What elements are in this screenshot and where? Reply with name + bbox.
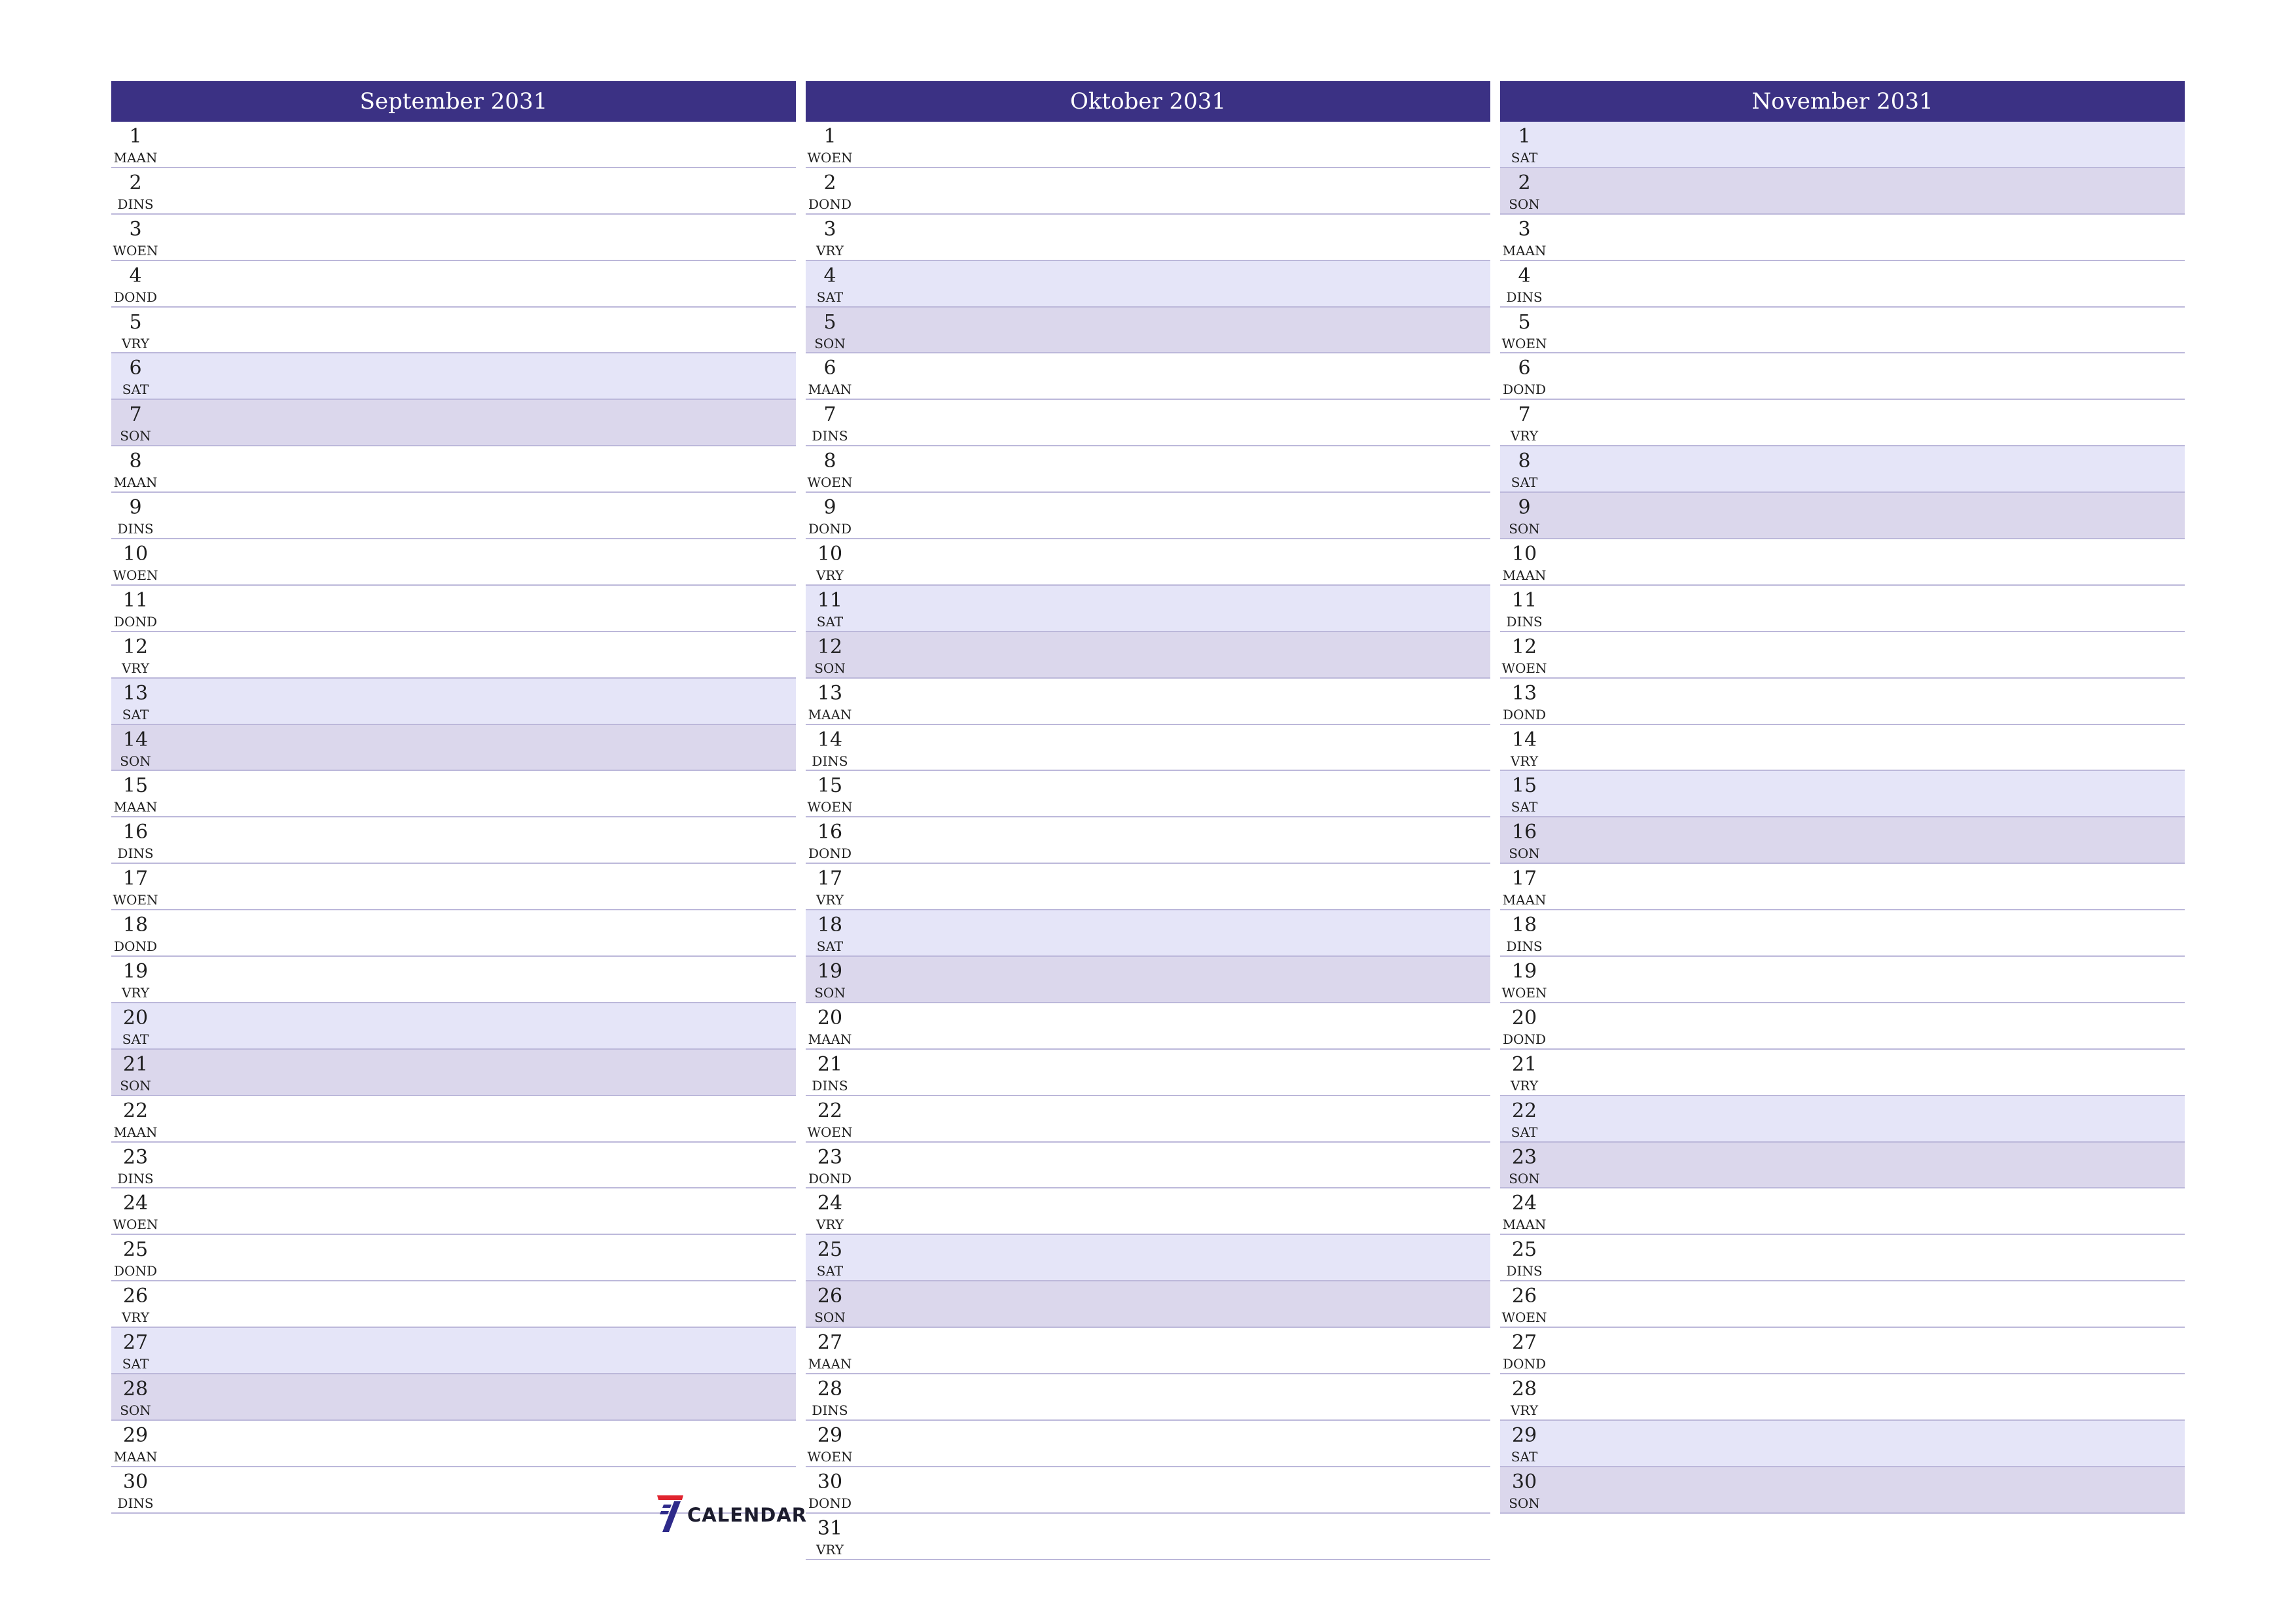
weekday-label: DOND bbox=[808, 521, 852, 537]
day-row bbox=[806, 493, 1490, 539]
day-row bbox=[1500, 817, 2185, 864]
day-number: 11 bbox=[122, 588, 149, 612]
day-number: 14 bbox=[817, 728, 843, 751]
weekday-label: DOND bbox=[1503, 1031, 1546, 1047]
weekday-label: DOND bbox=[808, 196, 852, 212]
day-number: 11 bbox=[1511, 588, 1537, 612]
day-number: 18 bbox=[817, 914, 843, 937]
weekday-label: SAT bbox=[122, 706, 149, 722]
day-row bbox=[111, 308, 796, 354]
brand-name: CALENDAR bbox=[687, 1504, 808, 1526]
day-number: 18 bbox=[122, 914, 149, 937]
day-row bbox=[806, 725, 1490, 772]
day-row bbox=[806, 1421, 1490, 1467]
weekday-label: WOEN bbox=[807, 1124, 853, 1140]
weekday-label: SAT bbox=[816, 1263, 844, 1279]
day-list bbox=[806, 122, 1490, 1560]
day-number: 25 bbox=[817, 1238, 843, 1262]
day-number: 13 bbox=[122, 681, 149, 705]
weekday-label: SON bbox=[1509, 846, 1540, 862]
weekday-label: SON bbox=[814, 985, 846, 1001]
day-row bbox=[111, 586, 796, 632]
month-title: September 2031 bbox=[111, 81, 796, 122]
day-row bbox=[806, 1328, 1490, 1374]
day-row bbox=[1500, 957, 2185, 1003]
day-number: 3 bbox=[1518, 217, 1531, 241]
day-row bbox=[1500, 771, 2185, 817]
day-row bbox=[111, 771, 796, 817]
day-number: 15 bbox=[817, 774, 843, 798]
day-row bbox=[806, 539, 1490, 586]
month-september bbox=[111, 81, 796, 1514]
weekday-label: VRY bbox=[816, 1541, 844, 1558]
weekday-label: SAT bbox=[816, 289, 844, 305]
day-number: 12 bbox=[817, 635, 843, 658]
day-row bbox=[806, 957, 1490, 1003]
day-row bbox=[1500, 122, 2185, 168]
weekday-label: WOEN bbox=[113, 1217, 158, 1233]
weekday-label: DINS bbox=[812, 1077, 848, 1094]
day-number: 2 bbox=[823, 171, 836, 194]
day-row bbox=[1500, 1281, 2185, 1328]
day-number: 22 bbox=[1511, 1099, 1537, 1122]
day-number: 28 bbox=[817, 1378, 843, 1401]
day-number: 16 bbox=[1511, 821, 1537, 844]
day-row bbox=[1500, 864, 2185, 910]
weekday-label: WOEN bbox=[807, 474, 853, 491]
day-number: 7 bbox=[823, 403, 836, 427]
weekday-label: SAT bbox=[1511, 1448, 1538, 1465]
day-row bbox=[1500, 215, 2185, 261]
weekday-label: DINS bbox=[117, 196, 154, 212]
day-row bbox=[111, 122, 796, 168]
day-number: 30 bbox=[817, 1470, 843, 1493]
day-row bbox=[111, 261, 796, 308]
day-number: 5 bbox=[129, 310, 142, 334]
weekday-label: WOEN bbox=[1501, 985, 1547, 1001]
weekday-label: DOND bbox=[1503, 382, 1546, 398]
weekday-label: VRY bbox=[816, 892, 844, 908]
day-row bbox=[111, 1096, 796, 1143]
day-number: 2 bbox=[1518, 171, 1531, 194]
day-row bbox=[111, 725, 796, 772]
day-number: 9 bbox=[129, 496, 142, 520]
day-number: 26 bbox=[817, 1285, 843, 1308]
day-row bbox=[806, 1514, 1490, 1560]
weekday-label: SAT bbox=[1511, 1124, 1538, 1140]
weekday-label: WOEN bbox=[113, 242, 158, 259]
day-row bbox=[806, 215, 1490, 261]
day-number: 5 bbox=[823, 310, 836, 334]
day-number: 15 bbox=[1511, 774, 1537, 798]
day-row bbox=[806, 261, 1490, 308]
weekday-label: WOEN bbox=[113, 567, 158, 584]
weekday-label: DOND bbox=[808, 846, 852, 862]
weekday-label: SON bbox=[1509, 1170, 1540, 1186]
day-row bbox=[806, 1235, 1490, 1281]
day-row bbox=[111, 215, 796, 261]
day-row bbox=[1500, 493, 2185, 539]
day-number: 19 bbox=[122, 960, 149, 984]
day-number: 24 bbox=[817, 1192, 843, 1215]
day-number: 16 bbox=[122, 821, 149, 844]
day-row bbox=[111, 1050, 796, 1096]
day-row bbox=[806, 400, 1490, 446]
weekday-label: DINS bbox=[1506, 938, 1543, 955]
day-row bbox=[111, 168, 796, 215]
day-row bbox=[806, 308, 1490, 354]
weekday-label: MAAN bbox=[1502, 567, 1547, 584]
weekday-label: DOND bbox=[1503, 706, 1546, 722]
day-row bbox=[111, 539, 796, 586]
weekday-label: SON bbox=[814, 660, 846, 676]
day-number: 29 bbox=[1511, 1423, 1537, 1447]
weekday-label: WOEN bbox=[1501, 660, 1547, 676]
day-number: 4 bbox=[1518, 264, 1531, 287]
weekday-label: MAAN bbox=[1502, 242, 1547, 259]
day-row bbox=[1500, 261, 2185, 308]
day-number: 9 bbox=[1518, 496, 1531, 520]
weekday-label: MAAN bbox=[113, 150, 158, 166]
weekday-label: DINS bbox=[812, 428, 848, 444]
weekday-label: DINS bbox=[117, 1495, 154, 1511]
day-number: 27 bbox=[122, 1331, 149, 1355]
weekday-label: MAAN bbox=[113, 1448, 158, 1465]
weekday-label: MAAN bbox=[113, 1124, 158, 1140]
day-number: 6 bbox=[129, 357, 142, 380]
day-number: 23 bbox=[817, 1145, 843, 1169]
day-row bbox=[111, 353, 796, 400]
weekday-label: SAT bbox=[816, 938, 844, 955]
day-number: 8 bbox=[823, 450, 836, 473]
day-number: 26 bbox=[1511, 1285, 1537, 1308]
day-list bbox=[1500, 122, 2185, 1514]
month-october bbox=[806, 81, 1490, 1560]
day-row bbox=[1500, 168, 2185, 215]
day-row bbox=[111, 493, 796, 539]
weekday-label: DOND bbox=[808, 1170, 852, 1186]
weekday-label: SAT bbox=[1511, 474, 1538, 491]
weekday-label: MAAN bbox=[113, 799, 158, 815]
weekday-label: VRY bbox=[121, 335, 150, 351]
weekday-label: DOND bbox=[808, 1495, 852, 1511]
day-row bbox=[111, 400, 796, 446]
weekday-label: VRY bbox=[1510, 1077, 1539, 1094]
weekday-label: VRY bbox=[121, 985, 150, 1001]
weekday-label: SAT bbox=[1511, 150, 1538, 166]
day-row bbox=[1500, 1050, 2185, 1096]
weekday-label: WOEN bbox=[807, 150, 853, 166]
weekday-label: MAAN bbox=[808, 382, 852, 398]
weekday-label: VRY bbox=[816, 1217, 844, 1233]
weekday-label: SON bbox=[120, 753, 151, 769]
day-number: 24 bbox=[1511, 1192, 1537, 1215]
weekday-label: SON bbox=[120, 1402, 151, 1419]
day-row bbox=[1500, 353, 2185, 400]
weekday-label: SON bbox=[120, 428, 151, 444]
day-number: 27 bbox=[817, 1331, 843, 1355]
weekday-label: DINS bbox=[812, 1402, 848, 1419]
day-row bbox=[111, 1003, 796, 1050]
brand-logo bbox=[655, 1495, 808, 1535]
weekday-label: VRY bbox=[1510, 1402, 1539, 1419]
day-number: 8 bbox=[1518, 450, 1531, 473]
weekday-label: DINS bbox=[812, 753, 848, 769]
day-row bbox=[806, 1188, 1490, 1235]
month-title: November 2031 bbox=[1500, 81, 2185, 122]
day-number: 28 bbox=[122, 1378, 149, 1401]
weekday-label: WOEN bbox=[1501, 335, 1547, 351]
weekday-label: DOND bbox=[114, 289, 157, 305]
day-number: 28 bbox=[1511, 1378, 1537, 1401]
day-number: 21 bbox=[122, 1052, 149, 1076]
weekday-label: SAT bbox=[1511, 799, 1538, 815]
weekday-label: SON bbox=[120, 1077, 151, 1094]
day-number: 1 bbox=[1518, 125, 1531, 148]
day-number: 20 bbox=[122, 1006, 149, 1029]
day-row bbox=[111, 1143, 796, 1189]
day-number: 20 bbox=[1511, 1006, 1537, 1029]
weekday-label: VRY bbox=[1510, 753, 1539, 769]
weekday-label: SAT bbox=[122, 1031, 149, 1047]
weekday-label: SAT bbox=[122, 1356, 149, 1372]
day-row bbox=[111, 446, 796, 493]
day-number: 19 bbox=[817, 960, 843, 984]
month-title: Oktober 2031 bbox=[806, 81, 1490, 122]
weekday-label: MAAN bbox=[808, 706, 852, 722]
weekday-label: VRY bbox=[121, 660, 150, 676]
day-number: 6 bbox=[823, 357, 836, 380]
day-number: 17 bbox=[1511, 867, 1537, 891]
day-row bbox=[806, 446, 1490, 493]
day-number: 11 bbox=[817, 588, 843, 612]
weekday-label: WOEN bbox=[807, 799, 853, 815]
day-row bbox=[111, 1328, 796, 1374]
day-row bbox=[1500, 1143, 2185, 1189]
day-row bbox=[806, 864, 1490, 910]
day-number: 19 bbox=[1511, 960, 1537, 984]
day-row bbox=[111, 1421, 796, 1467]
day-row bbox=[806, 1143, 1490, 1189]
weekday-label: VRY bbox=[816, 567, 844, 584]
day-number: 24 bbox=[122, 1192, 149, 1215]
day-row bbox=[806, 168, 1490, 215]
day-number: 1 bbox=[823, 125, 836, 148]
day-row bbox=[806, 771, 1490, 817]
day-number: 12 bbox=[122, 635, 149, 658]
month-november bbox=[1500, 81, 2185, 1514]
day-row bbox=[1500, 1467, 2185, 1514]
day-row bbox=[111, 1374, 796, 1421]
day-row bbox=[111, 957, 796, 1003]
day-number: 1 bbox=[129, 125, 142, 148]
weekday-label: DINS bbox=[1506, 613, 1543, 630]
day-row bbox=[1500, 1328, 2185, 1374]
weekday-label: WOEN bbox=[807, 1448, 853, 1465]
day-number: 7 bbox=[1518, 403, 1531, 427]
day-number: 14 bbox=[1511, 728, 1537, 751]
day-row bbox=[111, 817, 796, 864]
weekday-label: SAT bbox=[816, 613, 844, 630]
day-number: 17 bbox=[817, 867, 843, 891]
weekday-label: DOND bbox=[114, 938, 157, 955]
day-row bbox=[1500, 1421, 2185, 1467]
day-row bbox=[806, 679, 1490, 725]
day-number: 18 bbox=[1511, 914, 1537, 937]
seven-logo-icon bbox=[655, 1495, 683, 1532]
day-number: 23 bbox=[122, 1145, 149, 1169]
day-number: 10 bbox=[817, 543, 843, 566]
day-row bbox=[1500, 679, 2185, 725]
weekday-label: MAAN bbox=[113, 474, 158, 491]
day-row bbox=[111, 632, 796, 679]
weekday-label: SON bbox=[1509, 521, 1540, 537]
weekday-label: MAAN bbox=[1502, 892, 1547, 908]
day-number: 21 bbox=[1511, 1052, 1537, 1076]
day-number: 13 bbox=[1511, 681, 1537, 705]
day-row bbox=[111, 910, 796, 957]
day-row bbox=[1500, 1188, 2185, 1235]
day-number: 7 bbox=[129, 403, 142, 427]
day-list bbox=[111, 122, 796, 1514]
weekday-label: SAT bbox=[122, 382, 149, 398]
weekday-label: SON bbox=[814, 1310, 846, 1326]
weekday-label: SON bbox=[1509, 196, 1540, 212]
day-number: 29 bbox=[122, 1423, 149, 1447]
day-row bbox=[1500, 446, 2185, 493]
day-row bbox=[806, 353, 1490, 400]
day-row bbox=[1500, 400, 2185, 446]
weekday-label: VRY bbox=[121, 1310, 150, 1326]
weekday-label: DOND bbox=[114, 1263, 157, 1279]
day-row bbox=[806, 586, 1490, 632]
day-row bbox=[806, 1374, 1490, 1421]
weekday-label: WOEN bbox=[113, 892, 158, 908]
weekday-label: VRY bbox=[1510, 428, 1539, 444]
day-row bbox=[111, 1281, 796, 1328]
weekday-label: DINS bbox=[1506, 289, 1543, 305]
day-number: 17 bbox=[122, 867, 149, 891]
day-row bbox=[1500, 632, 2185, 679]
day-number: 6 bbox=[1518, 357, 1531, 380]
day-number: 20 bbox=[817, 1006, 843, 1029]
weekday-label: MAAN bbox=[1502, 1217, 1547, 1233]
day-row bbox=[1500, 1235, 2185, 1281]
day-number: 13 bbox=[817, 681, 843, 705]
day-number: 5 bbox=[1518, 310, 1531, 334]
day-number: 10 bbox=[122, 543, 149, 566]
day-number: 26 bbox=[122, 1285, 149, 1308]
weekday-label: DINS bbox=[1506, 1263, 1543, 1279]
day-number: 4 bbox=[129, 264, 142, 287]
day-row bbox=[806, 1003, 1490, 1050]
day-row bbox=[1500, 539, 2185, 586]
day-row bbox=[1500, 1374, 2185, 1421]
day-row bbox=[111, 864, 796, 910]
day-row bbox=[806, 122, 1490, 168]
weekday-label: DINS bbox=[117, 846, 154, 862]
day-number: 31 bbox=[817, 1516, 843, 1540]
day-row bbox=[1500, 1003, 2185, 1050]
day-number: 30 bbox=[1511, 1470, 1537, 1493]
weekday-label: DOND bbox=[114, 613, 157, 630]
day-number: 15 bbox=[122, 774, 149, 798]
day-number: 25 bbox=[1511, 1238, 1537, 1262]
day-row bbox=[806, 632, 1490, 679]
weekday-label: DOND bbox=[1503, 1356, 1546, 1372]
day-number: 3 bbox=[129, 217, 142, 241]
weekday-label: VRY bbox=[816, 242, 844, 259]
day-row bbox=[1500, 1096, 2185, 1143]
day-number: 16 bbox=[817, 821, 843, 844]
day-number: 9 bbox=[823, 496, 836, 520]
day-row bbox=[111, 1188, 796, 1235]
weekday-label: DINS bbox=[117, 1170, 154, 1186]
day-row bbox=[806, 910, 1490, 957]
weekday-label: MAAN bbox=[808, 1356, 852, 1372]
weekday-label: SON bbox=[814, 335, 846, 351]
day-number: 2 bbox=[129, 171, 142, 194]
day-number: 22 bbox=[122, 1099, 149, 1122]
day-number: 23 bbox=[1511, 1145, 1537, 1169]
day-number: 25 bbox=[122, 1238, 149, 1262]
day-row bbox=[1500, 586, 2185, 632]
day-row bbox=[1500, 725, 2185, 772]
day-number: 3 bbox=[823, 217, 836, 241]
day-row bbox=[806, 1096, 1490, 1143]
day-row bbox=[806, 1050, 1490, 1096]
day-row bbox=[1500, 910, 2185, 957]
day-row bbox=[806, 817, 1490, 864]
day-row bbox=[111, 1235, 796, 1281]
weekday-label: DINS bbox=[117, 521, 154, 537]
day-number: 8 bbox=[129, 450, 142, 473]
day-row bbox=[111, 679, 796, 725]
day-number: 29 bbox=[817, 1423, 843, 1447]
weekday-label: MAAN bbox=[808, 1031, 852, 1047]
day-number: 10 bbox=[1511, 543, 1537, 566]
day-number: 14 bbox=[122, 728, 149, 751]
day-row bbox=[806, 1281, 1490, 1328]
weekday-label: WOEN bbox=[1501, 1310, 1547, 1326]
day-row bbox=[806, 1467, 1490, 1514]
day-number: 21 bbox=[817, 1052, 843, 1076]
weekday-label: SON bbox=[1509, 1495, 1540, 1511]
day-number: 4 bbox=[823, 264, 836, 287]
day-number: 12 bbox=[1511, 635, 1537, 658]
day-number: 30 bbox=[122, 1470, 149, 1493]
day-number: 22 bbox=[817, 1099, 843, 1122]
day-row bbox=[1500, 308, 2185, 354]
day-number: 27 bbox=[1511, 1331, 1537, 1355]
